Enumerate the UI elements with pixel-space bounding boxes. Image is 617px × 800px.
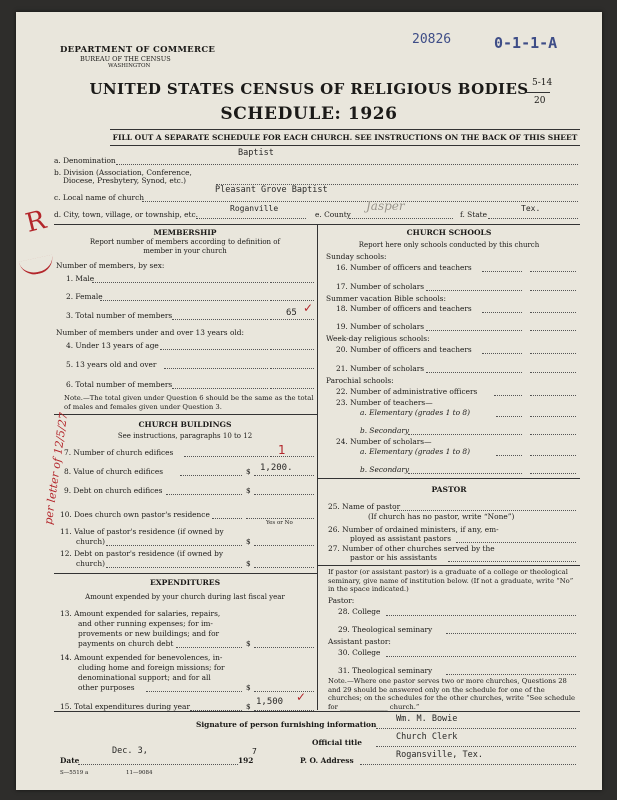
expenditures-title: EXPENDITURES [149,578,221,587]
summer-scholars-answer-line[interactable] [530,330,576,331]
residence-value-label-2: church) [76,537,105,546]
schools-bottom-rule [317,478,580,479]
city-heading: WASHINGTON [108,63,151,69]
margin-note: per letter of 12/5/27 [41,411,71,526]
weekday-scholars-label: 21. Number of scholars [336,364,425,373]
teachers-secondary-label: b. Secondary [360,426,410,435]
total-members-answer-line[interactable] [270,319,314,320]
benevolences-leader [146,691,242,692]
running-expenses-leader [176,647,242,648]
bureau-heading: BUREAU OF THE CENSUS [80,55,171,63]
state-value[interactable]: Tex. [521,204,541,213]
residence-debt-leader [106,567,242,568]
edifices-count-leader [184,456,268,457]
total-by-age-answer-line[interactable] [270,388,314,389]
summer-scholars-leader [426,330,522,331]
total-expenditures-value[interactable]: 1,500 [256,697,284,707]
teachers-elementary-leader [496,416,522,417]
state-line [488,218,578,219]
scholars-secondary-leader [408,473,522,474]
official-title-label: Official title [312,738,362,747]
church-name-value[interactable]: Pleasant Grove Baptist [215,185,328,195]
pastor-college-line[interactable] [386,615,576,616]
schools-title: CHURCH SCHOOLS [406,228,492,237]
year-digit[interactable]: 7 [252,747,257,756]
residence-owned-answer-line[interactable] [246,518,314,519]
residence-owned-label: 10. Does church own pastor's residence [60,510,210,519]
benevolences-label-3: denominational support; and for all [78,673,211,682]
summer-schools-label: Summer vacation Bible schools: [326,294,446,303]
parochial-schools-label: Parochial schools: [326,376,394,385]
summer-scholars-label: 19. Number of scholars [336,322,425,331]
total-members-leader [172,319,268,320]
weekday-scholars-leader [426,372,522,373]
fraction-top: 5-14 [532,78,553,88]
admin-officers-answer-line[interactable] [530,395,576,396]
stamp-code: 0-1-1-A [494,34,558,52]
print-number: 11—9084 [126,770,153,776]
denomination-label: a. Denomination [54,156,116,165]
city-line [196,218,306,219]
dollar-sign: $ [246,639,251,648]
schools-subtitle: Report here only schools conducted by this church [358,241,540,249]
over-13-leader [164,368,268,369]
other-churches-answer-line[interactable] [448,561,576,562]
official-title-value[interactable]: Church Clerk [396,732,458,742]
pastor-name-label: 25. Name of pastor [328,502,401,511]
other-churches-label-1: 27. Number of other churches served by the [328,544,495,553]
instruction-rule-bottom [110,145,580,146]
date-line[interactable] [78,764,238,765]
sections-bottom-rule [54,711,580,712]
benevolences-label-1: 14. Amount expended for benevolences, in- [60,653,223,662]
assistant-pastor-subheading: Assistant pastor: [328,637,391,646]
census-schedule-page [16,12,602,790]
teachers-secondary-leader [408,434,522,435]
running-expenses-label-4: payments on church debt [78,639,174,648]
pastor-note: Note.—Where one pastor serves two or more churches, Questions 28 and 29 should be answered only on the schedule for one of the churches; on the schedules for the other churches, write “See schedule for ______________ church.” [328,677,576,711]
dollar-sign: $ [246,559,251,568]
assistant-college-line[interactable] [386,656,576,657]
edifices-debt-leader [166,494,242,495]
admin-officers-leader [494,395,522,396]
column-divider [317,224,318,710]
stamp-number: 20826 [412,32,452,47]
red-letter-mark: R [22,205,49,239]
yes-no-hint: Yes or No [266,520,293,526]
assistant-ministers-label-1: 26. Number of ordained ministers, if any, em- [328,525,499,534]
membership-title: MEMBERSHIP [153,228,217,237]
sunday-scholars-label: 17. Number of scholars [336,282,425,291]
female-label: 2. Female [66,292,103,301]
denomination-line [116,164,578,165]
instruction-line: FILL OUT A SEPARATE SCHEDULE FOR EACH CHURCH. SEE INSTRUCTIONS ON THE BACK OF THIS SHEET [112,133,578,142]
summer-officers-label: 18. Number of officers and teachers [336,304,472,313]
female-leader [100,300,268,301]
teachers-elementary-label: a. Elementary (grades 1 to 8) [360,408,471,417]
teachers-elementary-answer-line[interactable] [530,416,576,417]
edifices-count-value[interactable]: 1 [278,443,286,457]
pastor-subheading: Pastor: [328,596,355,605]
scholars-elementary-answer-line[interactable] [530,455,576,456]
sunday-scholars-answer-line[interactable] [530,290,576,291]
male-leader [92,282,268,283]
date-value[interactable]: Dec. 3, [112,746,148,756]
edifices-value-label: 8. Value of church edifices [64,467,163,476]
date-label: Date [60,756,80,765]
admin-officers-label: 22. Number of administrative officers [336,387,478,396]
schedule-year-title: SCHEDULE: 1926 [220,104,398,124]
age-groups-label: Number of members under and over 13 years old: [56,328,244,337]
edifices-count-label: 7. Number of church edifices [64,448,174,457]
weekday-officers-leader [482,353,522,354]
teachers-secondary-answer-line[interactable] [530,434,576,435]
sunday-officers-answer-line[interactable] [530,271,576,272]
graduate-instructions: If pastor (or assistant pastor) is a graduate of a college or theological seminary, give name of institution below. (If not a graduate, write “No” in the space indicated.) [328,568,574,593]
fraction-bar [526,92,550,93]
denomination-value[interactable]: Baptist [238,148,274,158]
over-13-answer-line[interactable] [270,368,314,369]
assistant-college-label: 30. College [338,648,381,657]
buildings-subtitle: See instructions, paragraphs 10 to 12 [117,432,253,440]
assistant-seminary-label: 31. Theological seminary [338,666,433,675]
expenditures-subtitle: Amount expended by your church during last fiscal year [85,593,285,601]
checkmark-icon: ✓ [296,690,307,704]
edifices-value[interactable]: 1,200. [260,463,293,473]
members-by-sex-label: Number of members, by sex: [56,261,165,270]
running-expenses-label-1: 13. Amount expended for salaries, repairs, [60,609,221,618]
county-label: e. County [315,210,351,219]
pastor-name-line[interactable] [394,510,576,511]
over-13-label: 5. 13 years old and over [66,360,157,369]
pastor-divider-rule [317,565,580,566]
county-value[interactable]: Jasper [366,199,405,213]
city-label: d. City, town, village, or township, etc. [54,210,199,219]
edifices-debt-label: 9. Debt on church edifices [64,486,163,495]
sunday-schools-label: Sunday schools: [326,252,387,261]
weekday-officers-answer-line[interactable] [530,353,576,354]
assistant-seminary-line[interactable] [446,674,576,675]
edifices-value-leader [180,475,242,476]
sunday-officers-label: 16. Number of officers and teachers [336,263,472,272]
edifices-debt-answer-line[interactable] [254,494,314,495]
dollar-sign: $ [246,486,251,495]
edifices-count-answer-line[interactable] [270,456,314,457]
membership-subtitle: Report number of members according to definition of member in your church [89,238,281,255]
scholars-secondary-answer-line[interactable] [530,473,576,474]
weekday-scholars-answer-line[interactable] [530,372,576,373]
schedule-title: UNITED STATES CENSUS OF RELIGIOUS BODIES [89,80,529,98]
form-number: S—5519 a [60,770,89,776]
residence-value-label-1: 11. Value of pastor's residence (if owned by [60,527,224,536]
summer-officers-leader [482,312,522,313]
church-name-line [142,201,578,202]
residence-debt-label-1: 12. Debt on pastor's residence (if owned by [60,549,224,558]
dollar-sign: $ [246,683,251,692]
scholars-elementary-label: a. Elementary (grades 1 to 8) [360,447,471,456]
buildings-bottom-rule [54,573,317,574]
county-line [349,218,453,219]
residence-value-leader [106,545,242,546]
scholars-elementary-leader [496,455,522,456]
dollar-sign: $ [246,537,251,546]
running-expenses-label-3: provements or new buildings; and for [78,629,220,638]
total-expenditures-label: 15. Total expenditures during year [60,702,190,711]
fraction-bottom: 20 [534,96,546,106]
pastor-seminary-line[interactable] [446,633,576,634]
official-title-line[interactable] [376,746,576,747]
city-value[interactable]: Roganville [230,204,279,213]
running-expenses-answer-line[interactable] [254,647,314,648]
church-name-label: c. Local name of church [54,193,144,202]
signature-label: Signature of person furnishing information [196,720,377,729]
checkmark-icon: ✓ [303,301,314,315]
total-by-age-leader [172,388,268,389]
signature-value[interactable]: Wm. M. Bowie [396,714,458,724]
pastor-title: PASTOR [431,485,467,494]
weekday-officers-label: 20. Number of officers and teachers [336,345,472,354]
under-13-leader [160,349,268,350]
male-answer-line[interactable] [270,282,314,283]
total-members-label: 3. Total number of members [66,311,173,320]
weekday-schools-label: Week-day religious schools: [326,334,430,343]
teachers-label: 23. Number of teachers— [336,398,433,407]
dollar-sign: $ [246,702,251,711]
signature-line[interactable] [376,728,576,729]
department-heading: DEPARTMENT OF COMMERCE [60,45,216,55]
membership-bottom-rule [54,414,317,415]
division-label-2: Diocese, Presbytery, Synod, etc.) [63,176,187,185]
sunday-officers-leader [482,271,522,272]
division-label-1: b. Division (Association, Conference, [54,168,192,177]
scholars-secondary-label: b. Secondary [360,465,410,474]
residence-value-answer-line[interactable] [254,545,314,546]
summer-officers-answer-line[interactable] [530,312,576,313]
scholars-label: 24. Number of scholars— [336,437,432,446]
pastor-name-note: (If church has no pastor, write “None”) [368,512,515,521]
po-address-line[interactable] [360,764,576,765]
dollar-sign: $ [246,467,251,476]
other-churches-label-2: pastor or his assistants [350,553,437,562]
benevolences-label-4: other purposes [78,683,135,692]
buildings-title: CHURCH BUILDINGS [138,420,232,429]
benevolences-label-2: cluding home and foreign missions; for [78,663,225,672]
male-label: 1. Male [66,274,95,283]
year-prefix: 192 [238,756,254,765]
po-address-value[interactable]: Rogansville, Tex. [396,750,483,760]
sunday-scholars-leader [426,290,522,291]
pastor-seminary-label: 29. Theological seminary [338,625,433,634]
running-expenses-label-2: and other running expenses; for im- [78,619,213,628]
edifices-value-answer-line[interactable] [254,475,314,476]
instruction-rule-top [110,129,580,130]
pastor-college-label: 28. College [338,607,381,616]
under-13-label: 4. Under 13 years of age [66,341,159,350]
assistant-ministers-answer-line[interactable] [456,542,576,543]
total-by-age-label: 6. Total number of members [66,380,173,389]
state-label: f. State [460,210,487,219]
residence-owned-leader [212,518,242,519]
residence-debt-answer-line[interactable] [254,567,314,568]
under-13-answer-line[interactable] [270,349,314,350]
assistant-ministers-label-2: ployed as assistant pastors [350,534,452,543]
po-address-label: P. O. Address [300,756,354,765]
membership-note: Note.—The total given under Question 6 should be the same as the total of males and females given under Question 3. [64,394,314,411]
residence-debt-label-2: church) [76,559,105,568]
total-members-value[interactable]: 65 [286,308,297,318]
